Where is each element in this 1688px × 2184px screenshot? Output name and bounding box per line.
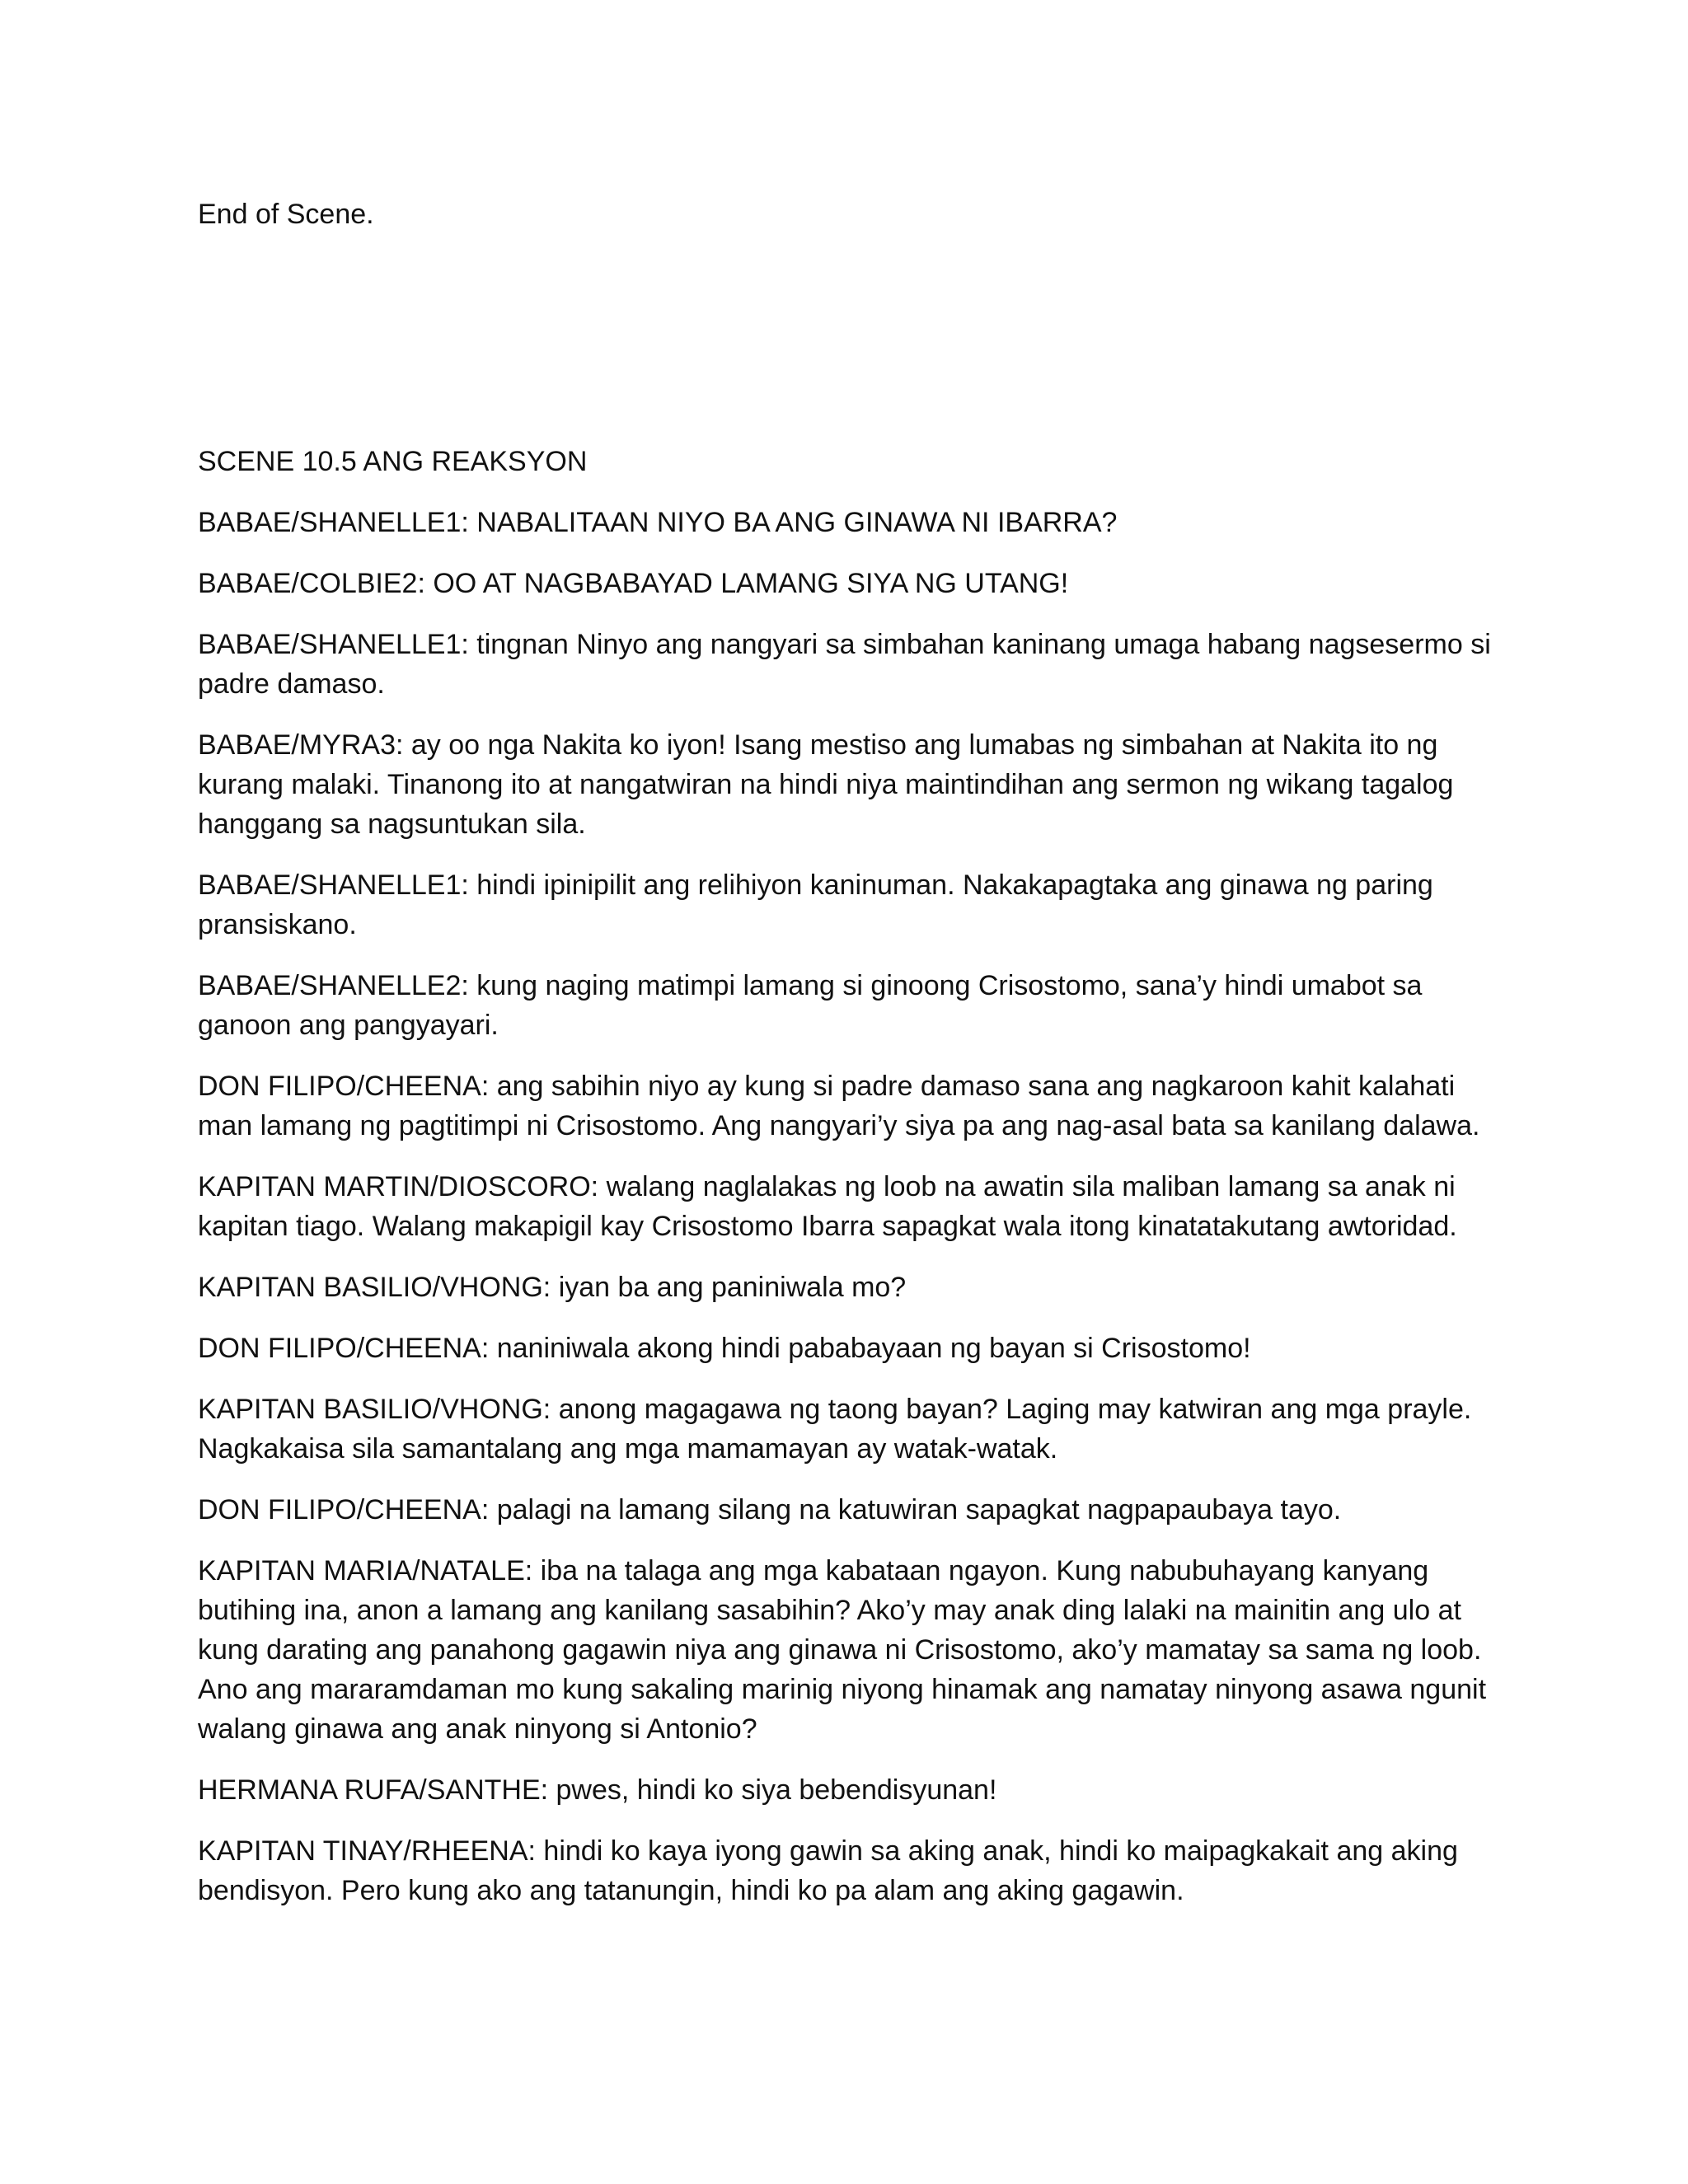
- dialogue-line: KAPITAN MARIA/NATALE: iba na talaga ang mga kabataan ngayon. Kung nabubuhayang kanyang butihing ina, anon a lamang ang kanilang sasabihin? Ako’y may anak ding lalaki na mainitin ang ulo at kung darating ang panahong gagawin niya ang ginawa ni Crisostomo, ako’y mamatay sa sama ng loob. Ano ang mararamdaman mo kung sakaling marinig niyong hinamak ang namatay ninyong asawa ngunit walang ginawa ang anak ninyong si Antonio?: [198, 1555, 1487, 1745]
- dialogue-line: KAPITAN BASILIO/VHONG: anong magagawa ng taong bayan? Laging may katwiran ang mga prayle. Nagkakaisa sila samantalang ang mga mamamayan ay watak-watak.: [198, 1394, 1472, 1465]
- dialogue-line: BABAE/SHANELLE1: NABALITAAN NIYO BA ANG GINAWA NI IBARRA?: [198, 507, 1118, 538]
- dialogue-line: KAPITAN TINAY/RHEENA: hindi ko kaya iyong gawin sa aking anak, hindi ko maipagkakait ang aking bendisyon. Pero kung ako ang tatanungin, hindi ko pa alam ang aking gagawin.: [198, 1835, 1458, 1906]
- dialogue-line: HERMANA RUFA/SANTHE: pwes, hindi ko siya bebendisyunan!: [198, 1774, 997, 1806]
- dialogue-line: KAPITAN BASILIO/VHONG: iyan ba ang paniniwala mo?: [198, 1272, 907, 1303]
- dialogue-line: BABAE/SHANELLE1: tingnan Ninyo ang nangyari sa simbahan kaninang umaga habang nagsesermo si padre damaso.: [198, 629, 1491, 700]
- dialogue-line: DON FILIPO/CHEENA: ang sabihin niyo ay kung si padre damaso sana ang nagkaroon kahit kalahati man lamang ng pagtitimpi ni Crisostomo. Ang nangyari’y siya pa ang nag-asal bata sa kanilang dalawa.: [198, 1071, 1480, 1141]
- dialogue-line: BABAE/SHANELLE2: kung naging matimpi lamang si ginoong Crisostomo, sana’y hindi umabot sa ganoon ang pangyayari.: [198, 970, 1423, 1041]
- end-of-scene-note: End of Scene.: [198, 199, 374, 230]
- dialogue-line: BABAE/COLBIE2: OO AT NAGBABAYAD LAMANG SIYA NG UTANG!: [198, 568, 1069, 599]
- dialogue-line: DON FILIPO/CHEENA: palagi na lamang silang na katuwiran sapagkat nagpapaubaya tayo.: [198, 1494, 1342, 1526]
- dialogue-line: BABAE/MYRA3: ay oo nga Nakita ko iyon! Isang mestiso ang lumabas ng simbahan at Nakita ito ng kurang malaki. Tinanong ito at nangatwiran na hindi niya maintindihan ang sermon ng wikang tagalog hanggang sa nagsuntukan sila.: [198, 729, 1454, 840]
- scene-content: [198, 442, 1500, 1932]
- scene-heading: SCENE 10.5 ANG REAKSYON: [198, 446, 588, 477]
- dialogue-line: KAPITAN MARTIN/DIOSCORO: walang naglalakas ng loob na awatin sila maliban lamang sa anak ni kapitan tiago. Walang makapigil kay Crisostomo Ibarra sapagkat wala itong kinatatakutang awtoridad.: [198, 1171, 1457, 1242]
- dialogue-line: BABAE/SHANELLE1: hindi ipinipilit ang relihiyon kaninuman. Nakakapagtaka ang ginawa ng paring pransiskano.: [198, 869, 1433, 940]
- dialogue-line: DON FILIPO/CHEENA: naniniwala akong hindi pababayaan ng bayan si Crisostomo!: [198, 1333, 1251, 1364]
